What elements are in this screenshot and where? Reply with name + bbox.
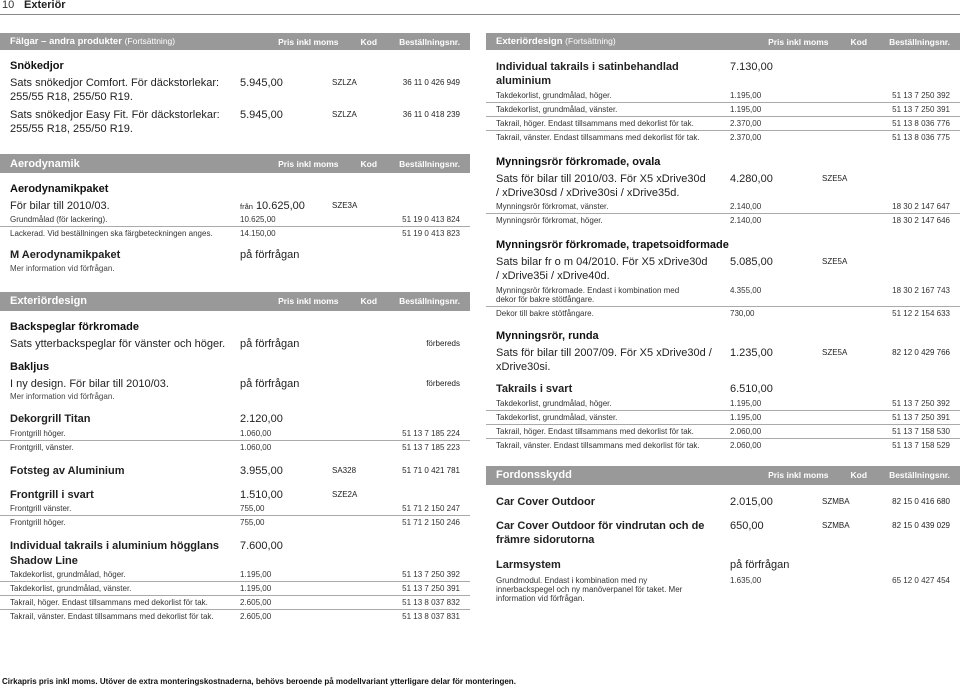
product-order: 36 11 0 426 949 [402,78,460,87]
product-row [0,412,470,426]
product-title: Car Cover Outdoor [496,495,596,508]
sub-desc: Frontgrill höger. [10,428,66,438]
product-title: Larmsystem [496,558,561,571]
sub-order: 51 19 0 413 823 [402,229,460,239]
product-code: SZMBA [822,496,850,506]
sub-desc: Mynningsrör förkromat, höger. [496,216,603,226]
col-price-header: Pris inkl moms [768,36,829,47]
sub-order: 51 13 7 250 392 [892,90,950,100]
footer-note: Cirkapris pris inkl moms. Utöver de extra monteringskostnaderna, behövs beroende på modellvariant ytterligare delar för monteringen. [2,677,516,686]
col-code-header: Kod [360,158,378,169]
sub-desc: Grundmodul. Endast i kombination med ny innerbackspegel och ny manöverpanel för taket. Mer information vid förfrågan. [496,575,683,603]
product-title: M Aerodynamikpaket [10,249,121,262]
product-code [332,412,376,414]
sub-order: 51 13 8 036 776 [892,118,950,128]
right-column [486,33,960,605]
product-desc: Sats snökedjor Easy Fit. För däckstorlekar: 255/55 R18, 255/50 R19. [10,108,220,135]
product-code: SZLZA [332,109,357,119]
page-title: Exteriör [24,0,66,11]
sub-desc: Lackerad. Vid beställningen ska färgbeteckningen anges. [10,229,213,239]
product-row [0,464,470,478]
sub-row [486,306,960,320]
sub-row [486,89,960,102]
sub-order: 51 13 7 185 224 [402,428,460,438]
product-price: 5.945,00 [240,108,283,121]
sub-order: 51 13 7 185 223 [402,442,460,452]
product-order [376,412,460,414]
product-order [376,539,460,541]
product-title: Takrails i svart [496,383,573,396]
header-subtitle: (Fortsättning) [565,36,616,46]
product-row [486,382,960,396]
section-header-aero [0,154,470,173]
sub-price: 1.060,00 [240,442,272,452]
sub-row [486,130,960,144]
sub-price: 14.150,00 [240,229,276,239]
sub-row [0,440,470,454]
sub-order: 51 12 2 154 633 [892,308,950,318]
sub-row [486,102,960,116]
note-text: Mer information vid förfrågan. [10,392,115,402]
sub-row [486,424,960,438]
section-header-falgar [0,33,470,50]
product-row [486,172,960,201]
product-price: 4.280,00 [730,172,773,185]
header-title: Exteriördesign [496,36,563,47]
product-code: SA328 [332,465,357,475]
sub-desc: Mynningsrör förkromade. Endast i kombination med dekor för bakre stötfångare. [496,285,680,304]
col-order-header: Beställningsnr. [889,36,950,47]
sub-order: 51 13 7 250 392 [892,398,950,408]
product-row [486,519,960,548]
sub-price: 2.370,00 [730,132,762,142]
product-price: 5.945,00 [240,77,283,89]
col-code-header: Kod [850,470,868,481]
product-price: på förfrågan [240,378,300,391]
section-header-fordonsskydd [486,466,960,485]
product-order: 36 11 0 418 239 [402,109,460,119]
sub-desc: Takrail, vänster. Endast tillsammans med dekorlist för tak. [10,611,214,621]
sub-price: 2.060,00 [730,426,762,436]
sub-order: 51 71 2 150 246 [402,518,460,528]
bakljus-title: Bakljus [10,361,50,374]
product-row [486,558,960,572]
sub-desc: Takrail, höger. Endast tillsammans med dekorlist för tak. [496,426,694,436]
sub-row [486,116,960,130]
product-code: SZE5A [822,257,848,267]
sub-price: 755,00 [240,504,265,514]
product-code: SZE3A [332,201,358,211]
product-row [486,60,960,89]
product-code: SZMBA [822,520,850,530]
product-price: på förfrågan [240,337,300,350]
product-desc: Sats bilar fr o m 04/2010. För X5 xDrive30d / xDrive35i / xDrive40d. [496,256,708,283]
product-row [0,377,470,391]
sub-order: 18 30 2 167 743 [892,285,950,295]
sub-desc: Frontgrill höger. [10,518,66,528]
product-price: 2.015,00 [730,495,773,508]
product-order: 82 15 0 439 029 [892,520,950,530]
product-row [486,346,960,375]
sub-desc: Takdekorlist, grundmålad, vänster. [496,412,618,422]
sub-price: 10.625,00 [240,215,276,225]
product-title: Frontgrill i svart [10,488,94,501]
sub-price: 2.605,00 [240,597,272,607]
col-price-header: Pris inkl moms [278,158,339,169]
sub-price: 730,00 [730,308,755,318]
section-header-exterior [0,292,470,311]
product-price: 650,00 [730,519,764,532]
page-header [0,0,960,15]
page-number: 10 [2,0,15,11]
sub-order: 51 13 7 250 392 [402,569,460,579]
product-desc: I ny design. För bilar till 2010/03. [10,378,169,391]
sub-price: 1.195,00 [240,569,272,579]
sub-desc: Takdekorlist, grundmålad, vänster. [496,104,618,114]
product-price [240,199,332,213]
col-code-header: Kod [360,36,378,47]
sub-desc: Grundmålad (för lackering). [10,215,108,225]
runda-title: Mynningsrör, runda [496,329,599,342]
product-row [0,248,470,262]
product-code [822,558,866,560]
sub-price: 2.140,00 [730,202,762,212]
product-order [866,60,950,62]
product-price: 7.130,00 [730,61,773,73]
product-price: på förfrågan [240,249,300,262]
product-title: Individual takrails i aluminium högglans Shadow Line [10,540,220,567]
header-subtitle: (Fortsättning) [124,36,176,46]
product-price: 7.600,00 [240,540,283,553]
sub-desc: Takrail, vänster. Endast tillsammans med dekorlist för tak. [496,440,700,450]
col-price-header: Pris inkl moms [768,470,829,481]
sub-row [486,397,960,410]
product-title: Car Cover Outdoor för vindrutan och de främre sidorutorna [496,519,705,547]
col-order-header: Beställningsnr. [399,296,460,307]
oval-title: Mynningsrör förkromade, ovala [496,155,661,168]
left-column [0,33,470,623]
col-order-header: Beställningsnr. [399,158,460,169]
sub-desc: Takdekorlist, grundmålad, höger. [496,398,612,408]
product-order [866,382,950,384]
product-price: 3.955,00 [240,464,283,477]
product-code: SZE2A [332,489,358,499]
product-row [486,255,960,284]
sub-order: 51 13 8 037 831 [402,611,460,621]
col-order-header: Beställningsnr. [889,470,950,481]
product-code: SZE5A [822,173,848,183]
sub-desc: Dekor till bakre stötfångare. [496,308,594,318]
col-price-header: Pris inkl moms [278,296,339,307]
sub-price: 1.060,00 [240,428,272,438]
col-code-header: Kod [850,36,868,47]
product-row [0,76,470,105]
aero-paket-title: Aerodynamikpaket [10,183,109,196]
product-code [332,248,376,250]
product-row [486,495,960,509]
sub-price: 4.355,00 [730,285,762,295]
header-title: Fordonsskydd [496,469,572,482]
sub-order: 51 13 7 158 530 [892,426,950,436]
sub-order: 51 13 7 250 391 [892,412,950,422]
sub-row [0,581,470,595]
sub-desc: Frontgrill vänster. [10,504,72,514]
product-desc: För bilar till 2010/03. [10,200,110,213]
header-title: Aerodynamik [10,157,80,170]
product-code: SZE5A [822,347,848,357]
backspeglar-title: Backspeglar förkromade [10,320,139,333]
product-code [332,377,376,379]
sub-price: 1.195,00 [730,104,762,114]
header-title: Exteriördesign [10,295,88,308]
product-title: Fotsteg av Aluminium [10,464,125,477]
sub-desc: Mynningsrör förkromat, vänster. [496,202,609,212]
sub-order: 51 71 2 150 247 [402,504,460,514]
sub-price: 1.195,00 [730,90,762,100]
from-label: från [240,202,253,212]
product-code: SZLZA [332,78,357,87]
product-order: 82 12 0 429 766 [892,347,950,357]
product-desc: Sats ytterbackspeglar för vänster och höger. [10,337,226,350]
product-code [332,337,376,339]
sub-row [0,515,470,529]
sub-row [0,213,470,226]
product-order: förbereds [426,379,460,389]
sub-desc: Takdekorlist, grundmålad, höger. [496,90,612,100]
sub-row [486,574,960,605]
sub-row [486,410,960,424]
header-title: Fälgar – andra produkter [10,36,122,47]
sub-row [486,200,960,213]
sub-order: 51 13 7 250 391 [892,104,950,114]
product-price: på förfrågan [730,558,790,571]
product-order: 51 71 0 421 781 [402,465,460,475]
sub-price: 2.140,00 [730,216,762,226]
product-desc: Sats snökedjor Comfort. För däckstorlekar: 255/55 R18, 255/50 R19. [10,77,220,104]
sub-order: 18 30 2 147 647 [892,202,950,212]
product-order [866,255,950,257]
sub-desc: Takrail, vänster. Endast tillsammans med dekorlist för tak. [496,132,700,142]
sub-row [0,568,470,581]
sub-price: 1.195,00 [730,398,762,408]
col-price-header: Pris inkl moms [278,36,339,47]
sub-row [0,595,470,609]
sub-order: 51 13 8 036 775 [892,132,950,142]
product-code [822,60,866,62]
sub-row [0,226,470,240]
sub-price: 2.370,00 [730,118,762,128]
sub-desc: Takdekorlist, grundmålad, höger. [10,569,126,579]
sub-desc: Takrail, höger. Endast tillsammans med dekorlist för tak. [496,118,694,128]
sub-row [0,427,470,440]
section-header-exterior-cont [486,33,960,50]
product-row [0,539,470,568]
col-code-header: Kod [360,296,378,307]
sub-order: 51 19 0 413 824 [402,215,460,225]
sub-price: 1.635,00 [730,575,762,585]
product-price: 1.510,00 [240,488,283,501]
sub-price: 1.195,00 [730,412,762,422]
product-row [0,337,470,351]
product-row [0,108,470,137]
product-order [866,172,950,174]
product-title: Dekorgrill Titan [10,413,91,426]
product-order [376,199,460,201]
product-price: 2.120,00 [240,413,283,426]
sub-row [0,609,470,623]
sub-price: 755,00 [240,518,265,528]
product-price: 1.235,00 [730,346,773,359]
sub-row [486,213,960,227]
sub-row [486,438,960,452]
sub-price: 1.195,00 [240,583,272,593]
sub-order: 51 13 8 037 832 [402,597,460,607]
col-order-header: Beställningsnr. [399,36,460,47]
product-order: förbereds [426,338,460,348]
sub-desc: Takrail, höger. Endast tillsammans med dekorlist för tak. [10,597,208,607]
product-code [822,382,866,384]
sub-row [0,502,470,515]
sub-price: 2.605,00 [240,611,272,621]
product-order [376,488,460,490]
product-order: 82 15 0 416 680 [892,496,950,506]
product-row [0,488,470,502]
product-order [866,558,950,560]
product-code [332,539,376,541]
product-row [0,199,470,213]
sub-order: 65 12 0 427 454 [892,575,950,585]
sub-price: 2.060,00 [730,440,762,450]
product-desc: Sats för bilar till 2010/03. För X5 xDrive30d / xDrive30sd / xDrive30si / xDrive35d. [496,172,706,199]
product-price: 5.085,00 [730,256,773,269]
trapets-title: Mynningsrör förkromade, trapetsoidformade [496,239,729,252]
sub-order: 51 13 7 158 529 [892,440,950,450]
price-value: 10.625,00 [255,200,305,213]
sub-row [486,284,960,306]
product-title: Individual takrails i satinbehandlad aluminium [496,61,679,88]
note-text: Mer information vid förfrågan. [10,263,115,273]
section-title-snokedjor: Snökedjor [10,60,64,72]
product-price: 6.510,00 [730,383,773,396]
sub-desc: Frontgrill, vänster. [10,442,74,452]
product-desc: Sats för bilar till 2007/09. För X5 xDrive30d / xDrive30si. [496,346,712,374]
sub-order: 18 30 2 147 646 [892,216,950,226]
product-order [376,248,460,250]
sub-order: 51 13 7 250 391 [402,583,460,593]
sub-desc: Takdekorlist, grundmålad, vänster. [10,583,132,593]
